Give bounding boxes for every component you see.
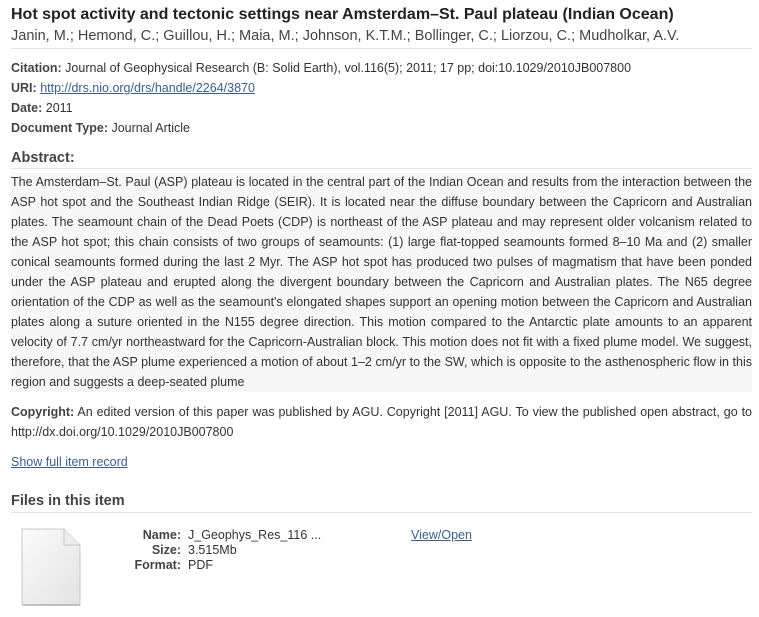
date-value: 2011 [45,101,73,115]
citation-value: Journal of Geophysical Research (B: Solid Earth), vol.116(5); 2011; 17 pp; doi:10.1029/2010JB007800 [65,61,632,75]
citation-label: Citation: [11,61,62,75]
item-title: Hot spot activity and tectonic settings near Amsterdam–St. Paul plateau (Indian Ocean) [11,6,674,23]
abstract-text: The Amsterdam–St. Paul (ASP) plateau is located in the central part of the Indian Ocean and results from the interaction between the ASP hot spot and the Southeast Indian Ridge (SEIR). It is located near the diffuse boundary between the Capricorn and Australian plates. The seamount chain of the Dead Poets (CDP) is northeast of the ASP plateau and may represent older volcanism related to the ASP hot spot; this chain consists of two groups of seamounts: (1) large flat-topped seamounts formed 8–10 Ma and (2) smaller conical seamounts formed during the last 2 Myr. The ASP hot spot has produced two pulses of magmatism that have been ponded under the ASP plateau and erupted along the divergent boundary between the Capricorn and Australian plates. The N65 degree orientation of the CDP as well as the seamount's elongated shapes support an opening motion between the Capricorn and Australian plates along a suture oriented in the N155 degree direction. This motion compared to the Antarctic plate amounts to an apparent velocity of 7.7 cm/yr northeastward for the Capricorn-Australian block. This motion does not fit with a fixed plume model. We suggest, therefore, that the ASP plume experienced a motion of about 1–2 cm/yr to the SW, which is opposite to the asthenospheric flow in this region and suggests a deep-seated plume [11,172,752,392]
file-name-value: J_Geophys_Res_116 ... [188,528,322,542]
show-full-record-link[interactable]: Show full item record [11,455,128,469]
files-heading: Files in this item [11,492,752,513]
file-format-label: Format: [134,558,181,572]
file-icon [20,527,82,607]
copyright-label: Copyright: [11,405,75,419]
file-size-label: Size: [151,543,181,557]
doctype-label: Document Type: [11,121,108,135]
file-name-label: Name: [142,528,181,542]
item-authors: Janin, M.; Hemond, C.; Guillou, H.; Maia, M.; Johnson, K.T.M.; Bollinger, C.; Liorzou, C.; Mudholkar, A.V. [11,26,752,49]
doctype-value: Journal Article [111,121,190,135]
file-values [188,528,388,573]
copyright-text: An edited version of this paper was published by AGU. Copyright [2011] AGU. To view the published open abstract, go to http://dx.doi.org/10.1029/2010JB007800 [11,405,752,439]
abstract-heading: Abstract: [11,149,752,169]
uri-label: URI: [11,81,37,95]
date-row [11,100,752,116]
file-labels [100,528,181,573]
file-format-value: PDF [188,558,213,572]
uri-row [11,80,752,96]
citation-row [11,60,752,76]
date-label: Date: [11,101,43,115]
view-open-link[interactable]: View/Open [411,528,472,542]
doctype-row [11,120,752,136]
copyright-row [11,402,752,442]
file-thumbnail[interactable] [20,527,82,607]
uri-link[interactable]: http://drs.nio.org/drs/handle/2264/3870 [40,81,255,95]
file-size-value: 3.515Mb [188,543,237,557]
